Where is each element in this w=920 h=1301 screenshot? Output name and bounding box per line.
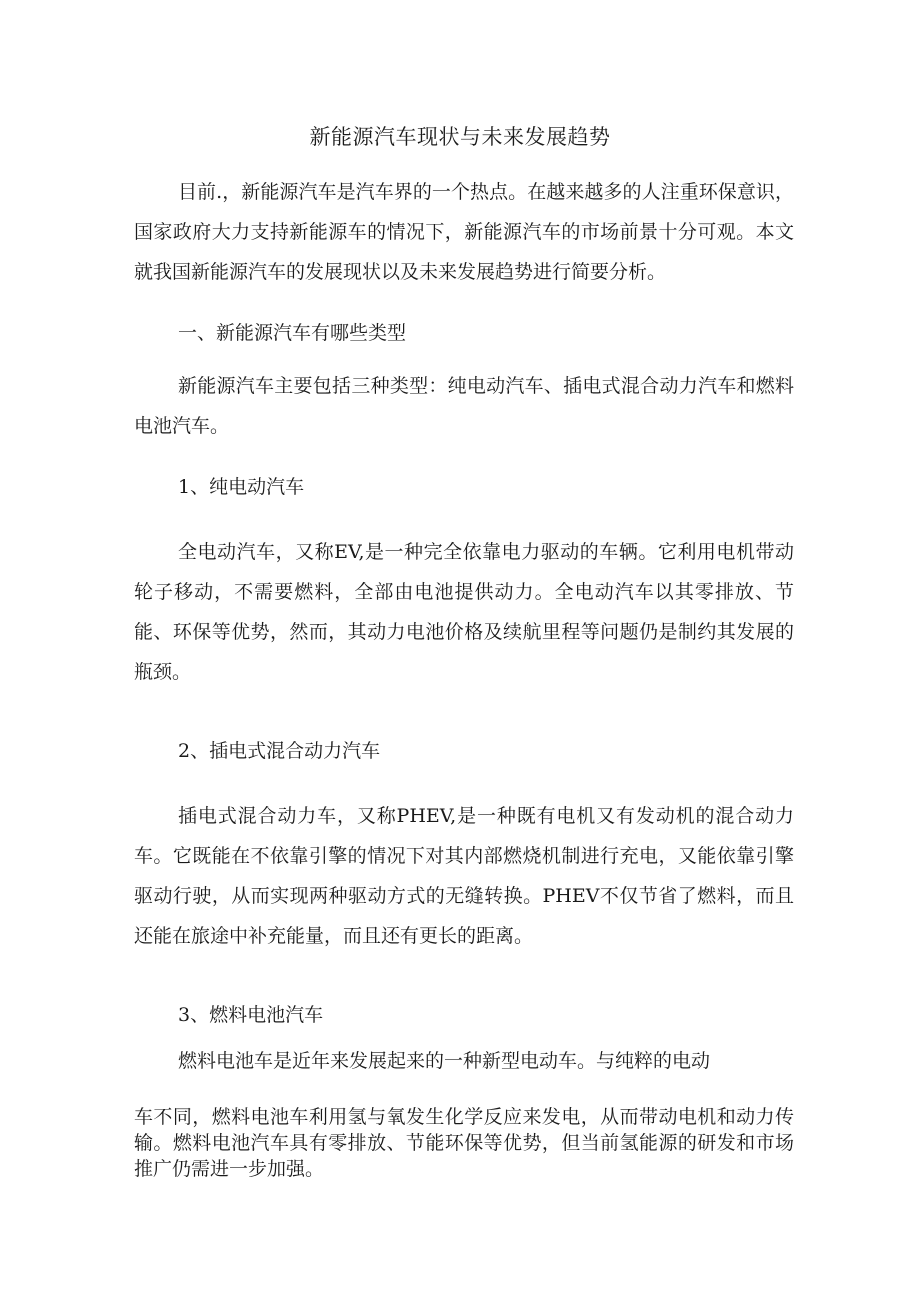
subsection-ev-paragraph: 全电动汽车，又称EV,是一种完全依靠电力驱动的车辆。它利用电机带动轮子移动，不需要燃料，全部由电池提供动力。全电动汽车以其零排放、节能、环保等优势，然而，其动力电池价格及续航里程等问题仍是制约其发展的瓶颈。 — [134, 541, 794, 683]
subsection-phev-paragraph: 插电式混合动力车，又称PHEV,是一种既有电机又有发动机的混合动力车。它既能在不依靠引擎的情况下对其内部燃烧机制进行充电，又能依靠引擎驱动行驶，从而实现两种驱动方式的无缝转换。PHEV不仅节省了燃料，而且还能在旅途中补充能量，而且还有更长的距离。 — [134, 805, 794, 947]
intro-paragraph: 目前.，新能源汽车是汽车界的一个热点。在越来越多的人注重环保意识，国家政府大力支持新能源车的情况下，新能源汽车的市场前景十分可观。本文就我国新能源汽车的发展现状以及未来发展趋势进行简要分析。 — [134, 181, 794, 283]
subsection-fcev-paragraph: 车不同，燃料电池车利用氢与氧发生化学反应来发电，从而带动电机和动力传输。燃料电池汽车具有零排放、节能环保等优势，但当前氢能源的研发和市场推广仍需进一步加强。 — [134, 1106, 794, 1180]
section-types-paragraph: 新能源汽车主要包括三种类型：纯电动汽车、插电式混合动力汽车和燃料电池汽车。 — [134, 375, 794, 437]
subsection-heading-ev: 1、纯电动汽车 — [178, 476, 305, 498]
subsection-fcev-first-line: 燃料电池车是近年来发展起来的一种新型电动车。与纯粹的电动 — [178, 1050, 711, 1072]
subsection-heading-fcev: 3、燃料电池汽车 — [178, 1004, 324, 1026]
section-heading-types: 一、新能源汽车有哪些类型 — [178, 322, 407, 344]
document-title: 新能源汽车现状与未来发展趋势 — [309, 125, 611, 149]
subsection-heading-phev: 2、插电式混合动力汽车 — [178, 740, 381, 762]
